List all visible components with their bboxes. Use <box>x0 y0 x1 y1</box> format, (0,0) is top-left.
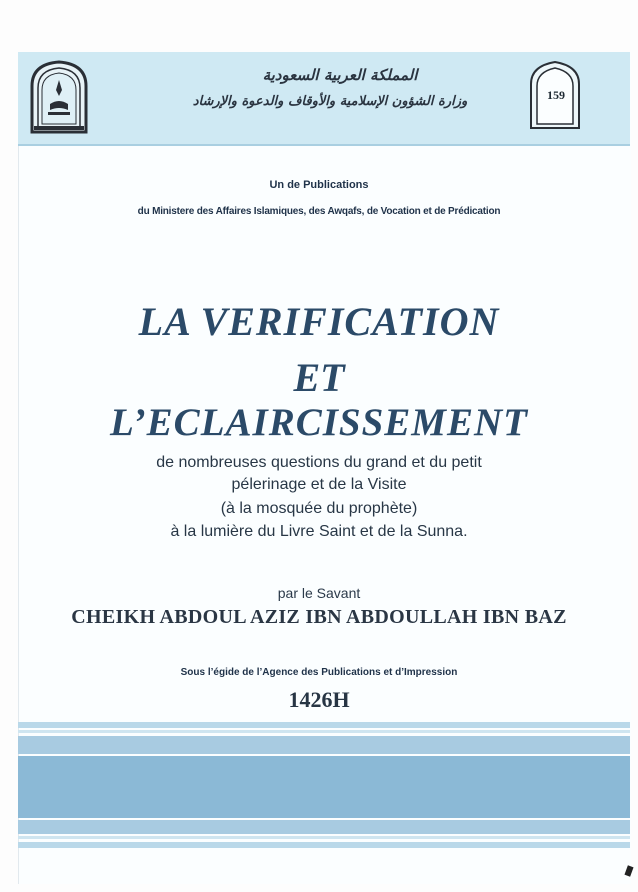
footer-stripe <box>18 842 630 848</box>
publication-year: 1426H <box>288 687 350 712</box>
title-line-3: L’ECLAIRCISSEMENT <box>110 401 528 444</box>
page-number: 159 <box>547 88 565 102</box>
ministry-emblem-icon <box>28 60 90 134</box>
footer-stripe <box>18 722 630 728</box>
subtitle-line-1: de nombreuses questions du grand et du petit <box>156 454 482 471</box>
title-line-2: ET <box>293 355 345 400</box>
title-line-1: LA VERIFICATION <box>138 299 500 344</box>
subtitle-line-2: pélerinage et de la Visite <box>231 476 407 493</box>
subtitle-line-3: (à la mosquée du prophète) <box>220 500 418 517</box>
arabic-kingdom-line: المملكة العربية السعودية <box>262 66 418 84</box>
footer-stripe <box>18 730 630 733</box>
publishing-agency: Sous l’égide de l’Agence des Publications et d’Impression <box>180 667 458 678</box>
footer-main-stripe <box>18 756 630 818</box>
footer-stripe <box>18 820 630 834</box>
footer-stripe <box>18 736 630 754</box>
footer-band <box>18 722 630 854</box>
author-name: CHEIKH ABDOUL AZIZ IBN ABDOULLAH IBN BAZ <box>71 606 567 628</box>
subtitle-line-4: à la lumière du Livre Saint et de la Sunna. <box>170 523 468 540</box>
arabic-ministry-line: وزارة الشؤون الإسلامية والأوقاف والدعوة والإرشاد <box>192 94 468 109</box>
publisher-line-2: du Ministere des Affaires Islamiques, des Awqafs, de Vocation et de Prédication <box>137 206 501 217</box>
footer-stripe <box>18 836 630 839</box>
publisher-line-1: Un de Publications <box>269 179 369 191</box>
author-intro: par le Savant <box>277 585 361 601</box>
